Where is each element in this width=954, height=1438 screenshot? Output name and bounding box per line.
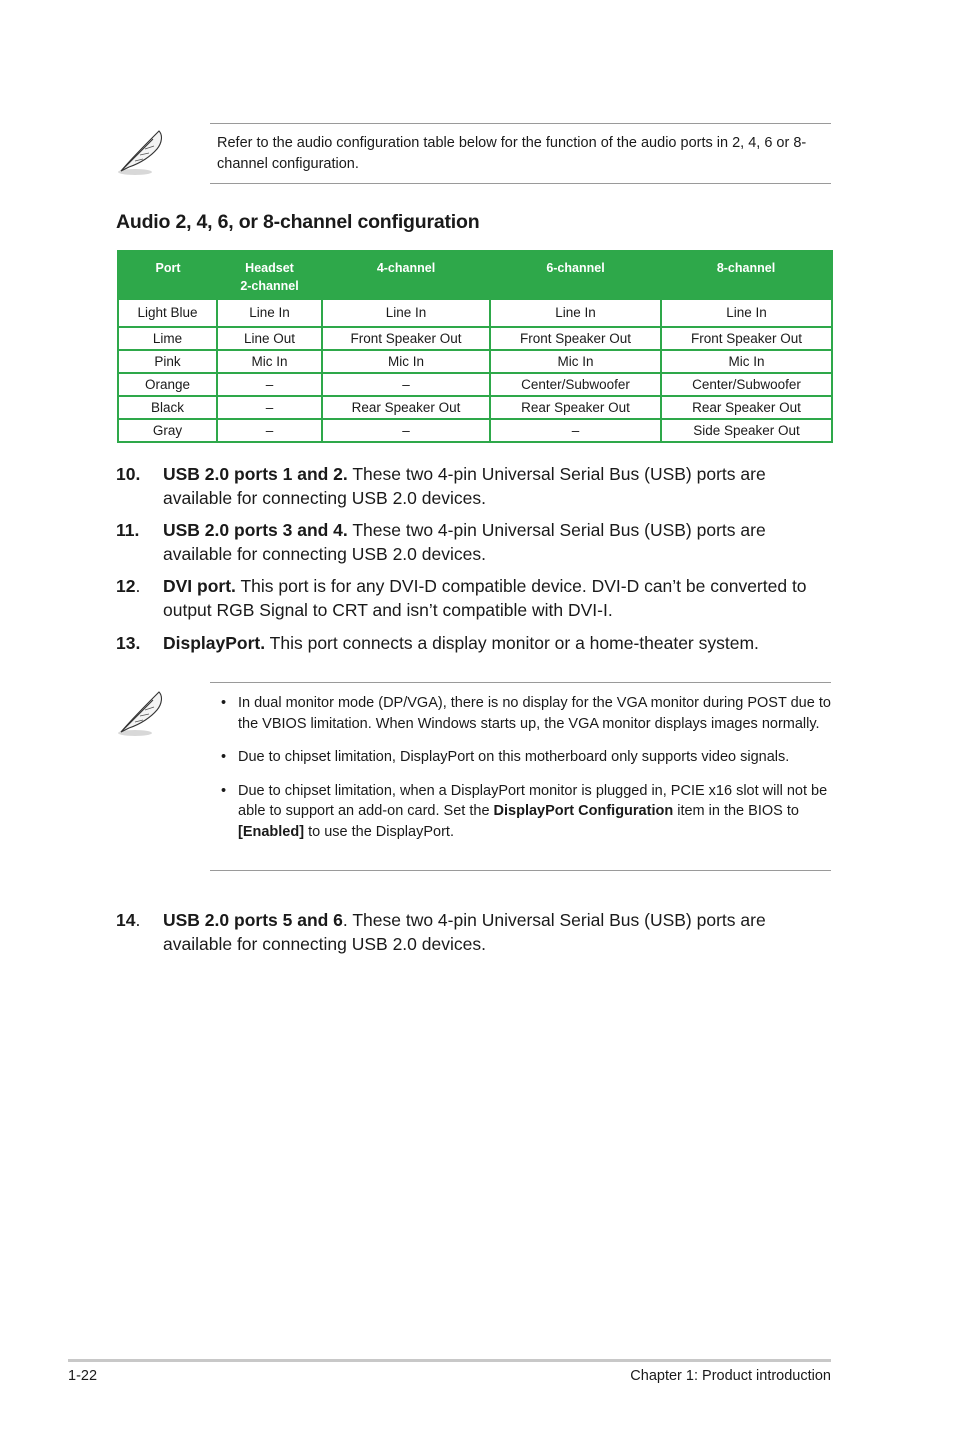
table-cell: Line Out	[217, 327, 322, 350]
table-cell: Mic In	[661, 350, 832, 373]
item-text: These two 4-pin Universal Serial Bus (USB) ports are available for connecting USB 2.0 devices.	[163, 464, 766, 508]
note-top	[113, 123, 831, 185]
table-cell: Mic In	[322, 350, 490, 373]
header-8-channel: 8-channel	[661, 251, 832, 299]
item-number-suffix: .	[135, 910, 141, 930]
table-cell: Front Speaker Out	[661, 327, 832, 350]
table-cell: Line In	[322, 299, 490, 327]
table-header-row	[118, 251, 832, 299]
bullet-text: Due to chipset limitation, when a DisplayPort monitor is plugged in, PCIE x16 slot will not be able to support an add-on card. Set the	[238, 782, 828, 819]
item-title: USB 2.0 ports 5 and 6	[163, 910, 343, 930]
item-title: DisplayPort.	[163, 633, 266, 653]
table-cell: Rear Speaker Out	[322, 396, 490, 419]
bullet-text: item in the BIOS to	[673, 803, 799, 819]
table-cell: Light Blue	[118, 299, 217, 327]
header-6-channel: 6-channel	[490, 251, 661, 299]
list-item-13	[116, 632, 816, 656]
bullet-dot: •	[221, 695, 227, 711]
table-cell: Center/Subwoofer	[661, 373, 832, 396]
header-headset-line2: 2-channel	[240, 279, 299, 293]
table-cell: –	[217, 373, 322, 396]
bullet-text: In dual monitor mode (DP/VGA), there is no display for the VGA monitor during POST due to the VBIOS limitation. When Windows starts up, the VGA monitor displays images normally.	[238, 695, 831, 732]
header-4-channel: 4-channel	[322, 251, 490, 299]
table-cell: Pink	[118, 350, 217, 373]
table-cell: –	[217, 396, 322, 419]
bullet-text: to use the DisplayPort.	[304, 823, 454, 840]
table-cell: Lime	[118, 327, 217, 350]
table-cell: –	[490, 419, 661, 442]
table-cell: Center/Subwoofer	[490, 373, 661, 396]
table-cell: –	[322, 419, 490, 442]
list-item-11	[116, 519, 816, 566]
table-cell: Front Speaker Out	[490, 327, 661, 350]
bullet-item	[217, 781, 831, 843]
table-row	[118, 373, 832, 396]
feather-pen-icon	[113, 125, 169, 181]
table-cell: Gray	[118, 419, 217, 442]
table-cell: –	[322, 373, 490, 396]
table-cell: Front Speaker Out	[322, 327, 490, 350]
chapter-title: Chapter 1: Product introduction	[630, 1368, 831, 1384]
item-text: This port is for any DVI-D compatible device. DVI-D can’t be converted to output RGB Signal to CRT and isn’t compatible with DVI-I.	[163, 576, 807, 620]
table-cell: Line In	[217, 299, 322, 327]
item-number: 11.	[116, 520, 140, 540]
footer-divider	[68, 1359, 831, 1362]
item-number-suffix: .	[135, 576, 141, 596]
table-row	[118, 327, 832, 350]
page-number: 1-22	[68, 1368, 98, 1384]
bios-value: [Enabled]	[238, 823, 305, 840]
bullet-item	[217, 693, 831, 734]
feather-pen-icon	[113, 686, 169, 742]
item-number: 12	[116, 576, 136, 596]
item-text: This port connects a display monitor or a home-theater system.	[265, 633, 759, 653]
item-title: USB 2.0 ports 1 and 2.	[163, 464, 348, 484]
item-number: 14	[116, 910, 136, 930]
table-row	[118, 396, 832, 419]
table-cell: Rear Speaker Out	[661, 396, 832, 419]
table-row	[118, 350, 832, 373]
table-cell: Black	[118, 396, 217, 419]
list-item-12	[116, 575, 816, 622]
table-row	[118, 419, 832, 442]
bullet-item	[217, 747, 831, 768]
section-title: Audio 2, 4, 6, or 8-channel configuration	[116, 211, 480, 233]
list-item-14	[116, 909, 816, 956]
bios-item-name: DisplayPort Configuration	[493, 803, 674, 819]
table-cell: –	[217, 419, 322, 442]
item-number: 10.	[116, 464, 141, 484]
note-bottom	[113, 682, 831, 872]
table-cell: Mic In	[490, 350, 661, 373]
header-headset-line1: Headset	[245, 261, 294, 275]
item-text: These two 4-pin Universal Serial Bus (USB) ports are available for connecting USB 2.0 devices.	[163, 520, 766, 564]
list-item-10	[116, 463, 816, 510]
table-cell: Mic In	[217, 350, 322, 373]
bullet-text: Due to chipset limitation, DisplayPort on this motherboard only supports video signals.	[238, 749, 790, 765]
item-number: 13.	[116, 633, 141, 653]
table-cell: Side Speaker Out	[661, 419, 832, 442]
table-cell: Line In	[490, 299, 661, 327]
note-top-text: Refer to the audio configuration table below for the function of the audio ports in 2, 4, 6 or 8-channel configuration.	[217, 135, 807, 172]
bullet-dot: •	[221, 782, 227, 799]
bullet-dot: •	[221, 749, 227, 765]
note-bullets	[217, 693, 831, 855]
table-cell: Rear Speaker Out	[490, 396, 661, 419]
header-headset	[217, 251, 322, 299]
item-title: DVI port.	[163, 576, 236, 596]
audio-config-table	[117, 250, 833, 443]
item-title: USB 2.0 ports 3 and 4.	[163, 520, 348, 540]
table-row	[118, 299, 832, 327]
header-port: Port	[118, 251, 217, 299]
item-text: . These two 4-pin Universal Serial Bus (USB) ports are available for connecting USB 2.0 devices.	[163, 910, 766, 954]
table-cell: Orange	[118, 373, 217, 396]
table-cell: Line In	[661, 299, 832, 327]
